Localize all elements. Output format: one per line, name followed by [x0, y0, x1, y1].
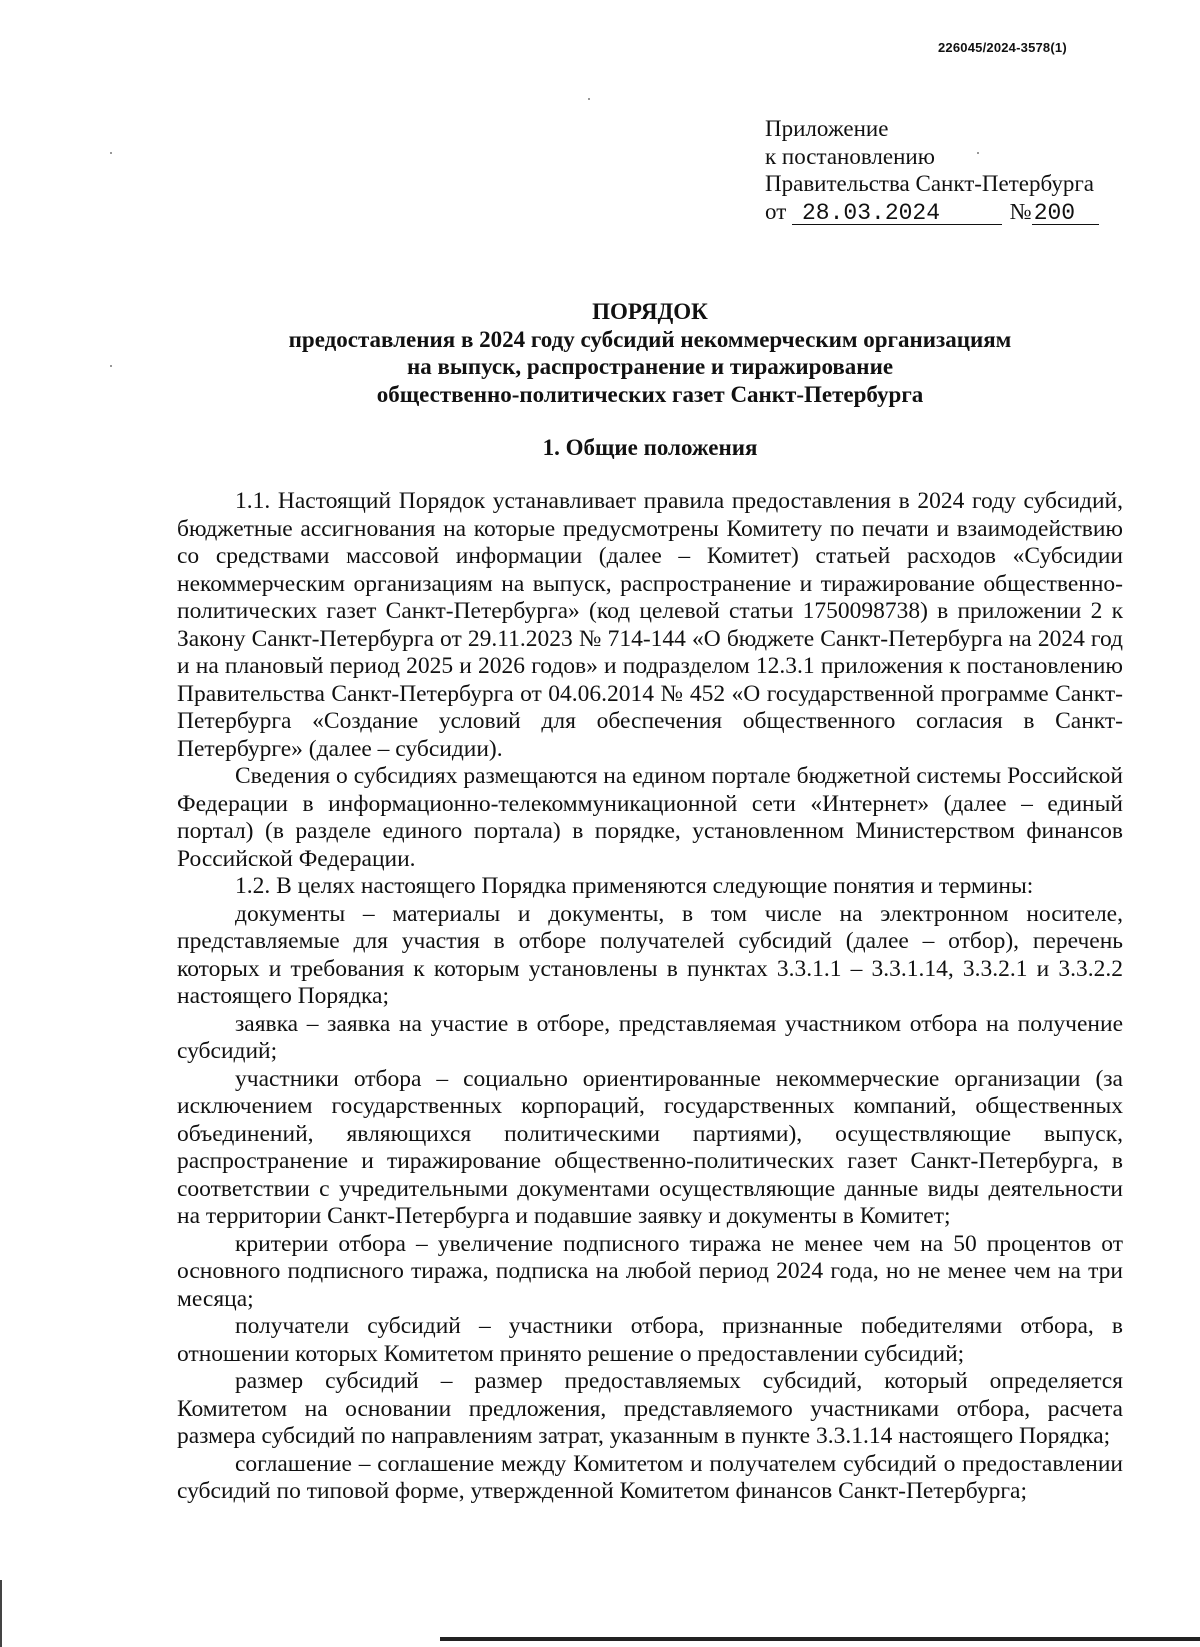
scan-bottom-line: [440, 1637, 1200, 1641]
appendix-block: [765, 115, 1099, 225]
paragraph: 1.2. В целях настоящего Порядка применяются следующие понятия и термины:: [235, 873, 1034, 899]
title-line-2: на выпуск, распространение и тиражирование: [406, 354, 894, 379]
appendix-line-3: Правительства Санкт-Петербурга: [765, 171, 1094, 196]
title-heading: ПОРЯДОК: [592, 299, 708, 324]
paragraph: участники отбора – социально ориентированные некоммерческие организации (за исключением государственных корпораций, государственных компаний, общественных объединений, являющихся политическими партиями), осуществляющие выпуск, распространение и тиражирование общественно-политических газет Санкт-Петербурга, в соответствии с учредительными документами осуществляющие данные виды деятельности на территории Санкт-Петербурга и подавшие заявку и документы в Комитет;: [177, 1065, 1123, 1229]
date-prefix: от: [765, 198, 787, 224]
scan-edge-line: [0, 1580, 2, 1647]
paragraph: соглашение – соглашение между Комитетом и получателем субсидий о предоставлении субсидий по типовой форме, утвержденной Комитетом финансов Санкт-Петербурга;: [177, 1450, 1123, 1504]
scan-speck: [110, 365, 112, 367]
section-heading: 1. Общие положения: [542, 435, 758, 460]
document-body: [177, 488, 1123, 1506]
appendix-line-2: к постановлению: [765, 143, 935, 169]
scan-speck: [110, 152, 112, 154]
paragraph: документы – материалы и документы, в том числе на электронном носителе, представляемые для участия в отборе получателей субсидий (далее – отбор), перечень которых и требования к которым установлены в пунктах 3.3.1.1 – 3.3.1.14, 3.3.2.1 и 3.3.2.2 настоящего Порядка;: [177, 900, 1123, 1009]
paragraph: получатели субсидий – участники отбора, признанные победителями отбора, в отношении которых Комитетом принято решение о предоставлении субсидий;: [177, 1313, 1123, 1367]
appendix-date-line: [765, 198, 1099, 226]
resolution-number: 200: [1032, 202, 1099, 225]
title-line-1: предоставления в 2024 году субсидий некоммерческим организациям: [288, 326, 1012, 352]
document-title: [240, 298, 1060, 408]
paragraph: критерии отбора – увеличение подписного тиража не менее чем на 50 процентов от основного подписного тиража, подписка на любой период 2024 года, но не менее чем на три месяца;: [177, 1230, 1123, 1312]
scan-speck: [588, 98, 590, 100]
paragraph: заявка – заявка на участие в отборе, представляемая участником отбора на получение субсидий;: [177, 1010, 1123, 1064]
paragraph: размер субсидий – размер предоставляемых субсидий, который определяется Комитетом на основании предложения, представляемого участниками отбора, расчета размера субсидий по направлениям затрат, указанным в пункте 3.3.1.14 настоящего Порядка;: [177, 1368, 1123, 1449]
paragraph: Сведения о субсидиях размещаются на едином портале бюджетной системы Российской Федерации в информационно-телекоммуникационной сети «Интернет» (далее – единый портал) (в разделе единого портала) в порядке, установленном Министерством финансов Российской Федерации.: [177, 763, 1123, 872]
number-sign: №: [1009, 198, 1032, 224]
scan-speck: [977, 152, 979, 154]
document-registration-number: 226045/2024-3578(1): [938, 40, 1067, 55]
resolution-date: 28.03.2024: [792, 202, 1002, 225]
appendix-line-1: Приложение: [765, 116, 889, 141]
title-line-3: общественно-политических газет Санкт-Петербурга: [376, 381, 924, 407]
paragraph: 1.1. Настоящий Порядок устанавливает правила предоставления в 2024 году субсидий, бюджетные ассигнования на которые предусмотрены Комитету по печати и взаимодействию со средствами массовой информации (далее – Комитет) статьей расходов «Субсидии некоммерческим организациям на выпуск, распространение и тиражирование общественно-политических газет Санкт-Петербурга» (код целевой статьи 1750098738) в приложении 2 к Закону Санкт-Петербурга от 29.11.2023 № 714-144 «О бюджете Санкт-Петербурга на 2024 год и на плановый период 2025 и 2026 годов» и подразделом 12.3.1 приложения к постановлению Правительства Санкт-Петербурга от 04.06.2014 № 452 «О государственной программе Санкт-Петербурга «Создание условий для обеспечения общественного согласия в Санкт-Петербурге» (далее – субсидии).: [177, 488, 1123, 762]
